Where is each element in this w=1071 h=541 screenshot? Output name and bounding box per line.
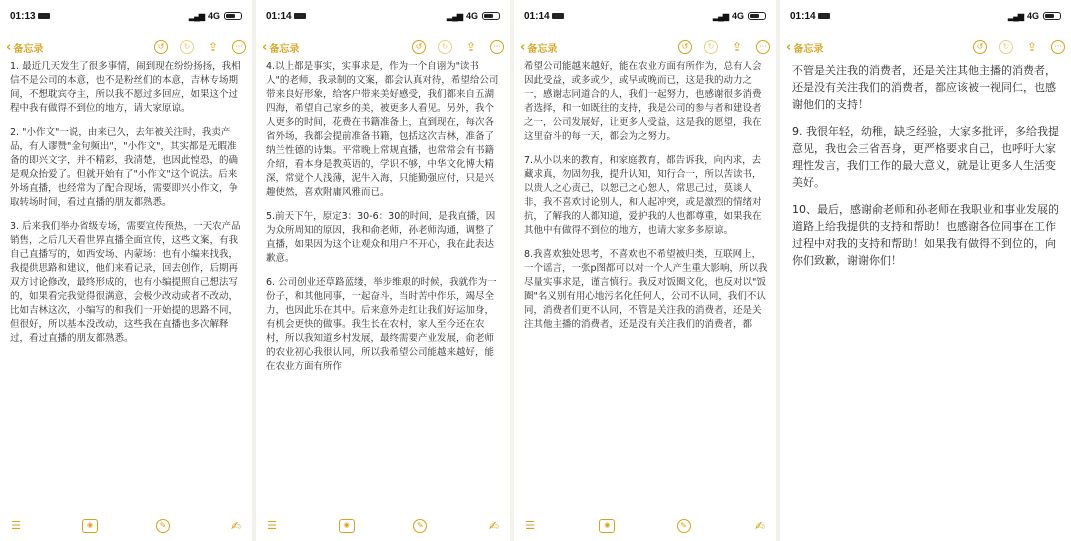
note-paragraph: 1. 最近几天发生了很多事情，闹到现在纷纷扬扬，我相信不是公司的本意，也不是粉丝们的本意，吉林专场期间，不想耽宾夺主，所以我不愿过多回应，如果这个过程中我有做得不到位的地方，请大家原谅。 xyxy=(10,61,241,114)
status-bar xyxy=(266,8,500,24)
status-time: 01:14 xyxy=(524,11,564,22)
phone-screen-3 xyxy=(514,0,776,541)
checklist-icon[interactable]: ☰ xyxy=(267,519,277,532)
undo-icon[interactable]: ↺ xyxy=(678,40,692,54)
more-icon[interactable]: ··· xyxy=(232,40,246,54)
network-label: 4G xyxy=(731,11,744,21)
notes-navbar xyxy=(520,38,770,56)
signal-icon: ▂▄▆ xyxy=(713,11,728,21)
battery-icon xyxy=(1043,12,1061,20)
back-button[interactable] xyxy=(6,40,43,55)
status-bar xyxy=(10,8,242,24)
redo-icon[interactable]: ↻ xyxy=(438,40,452,54)
note-paragraph: 7.从小以来的教育，和家庭教育，都告诉我，向内求，去藏求真，勿固勿我，提升认知，知行合一，所以苦读书，以贵人之心责己，以恕己之心恕人，常思己过，莫谈人非，我不喜欢讨论别人，和人起冲突，或是激烈的情绪对抗，了解我的人都知道，爱护我的人也都尊重，如果我在其他中有做得不到位的地方，也请大家多多原谅。 xyxy=(524,155,762,236)
back-button[interactable] xyxy=(520,40,557,55)
notes-navbar xyxy=(6,38,246,56)
status-bar xyxy=(524,8,766,24)
note-body[interactable] xyxy=(266,60,502,511)
back-button[interactable] xyxy=(786,40,823,55)
signal-icon: ▂▄▆ xyxy=(447,11,462,21)
share-icon[interactable]: ⇪ xyxy=(207,40,219,54)
undo-icon[interactable]: ↺ xyxy=(154,40,168,54)
camera-icon[interactable]: ◉ xyxy=(339,519,355,533)
network-label: 4G xyxy=(465,11,478,21)
bottom-toolbar xyxy=(264,517,502,535)
status-time: 01:14 xyxy=(266,11,306,22)
undo-icon[interactable]: ↺ xyxy=(412,40,426,54)
status-time: 01:13 xyxy=(10,11,50,22)
signal-icon: ▂▄▆ xyxy=(189,11,204,21)
bottom-toolbar xyxy=(8,517,244,535)
note-paragraph: 9. 我很年轻，幼稚，缺乏经验，大家多批评，多给我提意见，我也会三省吾身，更严格要求自己，也呼吁大家理性发言，我们工作的最大意义，就是让更多人生活变美好。 xyxy=(792,125,1059,189)
checklist-icon[interactable]: ☰ xyxy=(11,519,21,532)
markup-icon[interactable]: ✎ xyxy=(677,519,691,533)
status-bar xyxy=(790,8,1061,24)
compose-icon[interactable]: ✍ xyxy=(754,519,766,533)
note-body[interactable] xyxy=(524,60,768,511)
chevron-left-icon: ‹ xyxy=(6,39,12,55)
more-icon[interactable]: ··· xyxy=(490,40,504,54)
markup-icon[interactable]: ✎ xyxy=(156,519,170,533)
note-paragraph: 6. 公司创业还草路蓝缕，举步维艰的时候，我就作为一份子，和其他同事，一起奋斗，当时苦中作乐，竭尽全力，也因此乐在其中。后来意外走红让我们好运加身，有机会更快的做事。我生长在农村，家人至今还在农村，所以我知道乡村发展，最终需要产业发展，俞老师的农业初心我很认同，所以我希望公司能越来越好，能在农业方面有所作 xyxy=(266,277,497,372)
back-button[interactable] xyxy=(262,40,299,55)
network-label: 4G xyxy=(1026,11,1039,21)
note-paragraph: 10、最后，感谢俞老师和孙老师在我职业和事业发展的道路上给我提供的支持和帮助！也感谢各位同事在工作过程中对我的支持和帮助！如果我有做得不到位的，向你们致歉，谢谢你们！ xyxy=(792,203,1059,267)
note-paragraph: 8.我喜欢独处思考，不喜欢也不希望被归类，互联网上，一个谣言，一张p图都可以对一个人产生重大影响，所以我尽量实事求是，谨言慎行。我反对饭圈文化，也反对以"饭圈"名义别有用心地污名化任何人，公司不认同，我们不认同，消费者们更不认同，不管是关注我的消费者，还是关注其他主播的消费者，还是没有关注我们的消费者，都 xyxy=(524,249,768,330)
more-icon[interactable]: ··· xyxy=(1051,40,1065,54)
bottom-toolbar xyxy=(522,517,768,535)
notes-navbar xyxy=(786,38,1065,56)
car-icon xyxy=(552,13,564,19)
camera-icon[interactable]: ◉ xyxy=(82,519,98,533)
battery-icon xyxy=(482,12,500,20)
markup-icon[interactable]: ✎ xyxy=(413,519,427,533)
redo-icon[interactable]: ↻ xyxy=(180,40,194,54)
battery-icon xyxy=(224,12,242,20)
back-label: 备忘录 xyxy=(793,43,824,55)
battery-icon xyxy=(748,12,766,20)
chevron-left-icon: ‹ xyxy=(262,39,268,55)
share-icon[interactable]: ⇪ xyxy=(1026,40,1038,54)
signal-icon: ▂▄▆ xyxy=(1008,11,1023,21)
car-icon xyxy=(818,13,830,19)
note-paragraph: 4.以上都是事实，实事求是，作为一个自诩为"读书人"的老师，我录制的文案，都会认真对待，希望给公司带来良好形象，给客户带来美好感受，我们都来自五湖四海，希望自己家乡的美，被更多人看见。另外，我个人更多的时间，花费在书籍准备上，直到现在，每次各省外场，我都会提前准备书籍，包括这次吉林，准备了纳兰性德的诗集。平常晚上常规直播，也常常会有书籍介绍，看本身是教英语的，学识不够，中华文化博大精深，常觉个人浅薄，泥牛入海，只能勤强应付，只是兴趣使然，喜欢附庸风雅而已。 xyxy=(266,61,499,198)
chevron-left-icon: ‹ xyxy=(520,39,526,55)
checklist-icon[interactable]: ☰ xyxy=(525,519,535,532)
network-label: 4G xyxy=(207,11,220,21)
note-paragraph: 不管是关注我的消费者，还是关注其他主播的消费者，还是没有关注我们的消费者，都应该被一视同仁，也感谢他们的支持！ xyxy=(792,64,1056,111)
redo-icon[interactable]: ↻ xyxy=(704,40,718,54)
car-icon xyxy=(38,13,50,19)
note-body[interactable] xyxy=(792,62,1061,511)
phone-screen-1 xyxy=(0,0,252,541)
undo-icon[interactable]: ↺ xyxy=(973,40,987,54)
compose-icon[interactable]: ✍ xyxy=(488,519,499,533)
redo-icon[interactable]: ↻ xyxy=(999,40,1013,54)
chevron-left-icon: ‹ xyxy=(786,39,792,55)
back-label: 备忘录 xyxy=(269,43,300,55)
note-body[interactable] xyxy=(10,60,244,511)
notes-navbar xyxy=(262,38,504,56)
phone-screen-2 xyxy=(256,0,510,541)
compose-icon[interactable]: ✍ xyxy=(230,519,242,533)
share-icon[interactable]: ⇪ xyxy=(731,40,743,54)
share-icon[interactable]: ⇪ xyxy=(465,40,477,54)
note-paragraph: 2. "小作文"一说，由来已久，去年被关注时，我卖产品，有人谬赞"金句频出"，"小作文"，其实都是无暇准备的即兴文字，并不精彩，我清楚，也因此惶恐，的确是观众抬爱了。但就开始有了"小作文"这个说法。后来外场直播，也经常为了配合现场，需要即兴小作文，争取转场时间，看过直播的朋友都熟悉。 xyxy=(10,127,239,208)
note-paragraph: 希望公司能越来越好，能在农业方面有所作为，总有人会因此受益，或多或少，或早或晚而已，这是我的动力之一，感谢志同道合的人，我们一起努力，也感谢很多消费者选择，和一如既往的支持，我是公司的参与者和建设者之一，公司发展好，让更多人受益，这是我的愿望，我在这里奋斗的每一天，都会为之努力。 xyxy=(524,61,762,142)
note-paragraph: 5.前天下午，原定3：30-6：30的时间，是我直播，因为众所周知的原因，我和俞老师，孙老师沟通，调整了直播，如果因为这个让观众和用户不开心，我在此表达歉意。 xyxy=(266,211,496,264)
back-label: 备忘录 xyxy=(527,43,558,55)
note-paragraph: 3. 后来我们举办省级专场，需要宣传预热，一天农产品销售，之后几天看世界直播全面宣传，这些文案，有我自己直播写的，如西安场、内蒙场：也有小编来找我，我提供思路和建议，他们来看记录，回去创作，后期再双方讨论修改，最终形成的，也有小编提照自己想法写的，如果看完我觉得很满意，会极少改动或者不改动，比如吉林这次，小编写的和我们一开始提的思路不同，但很好，所以基本没改动，这些我在直播也多次解释过，看过直播的朋友都熟悉。 xyxy=(10,221,241,344)
back-label: 备忘录 xyxy=(13,43,44,55)
camera-icon[interactable]: ◉ xyxy=(599,519,615,533)
more-icon[interactable]: ··· xyxy=(756,40,770,54)
car-icon xyxy=(294,13,306,19)
status-time: 01:14 xyxy=(790,11,830,22)
phone-screen-4 xyxy=(780,0,1071,541)
